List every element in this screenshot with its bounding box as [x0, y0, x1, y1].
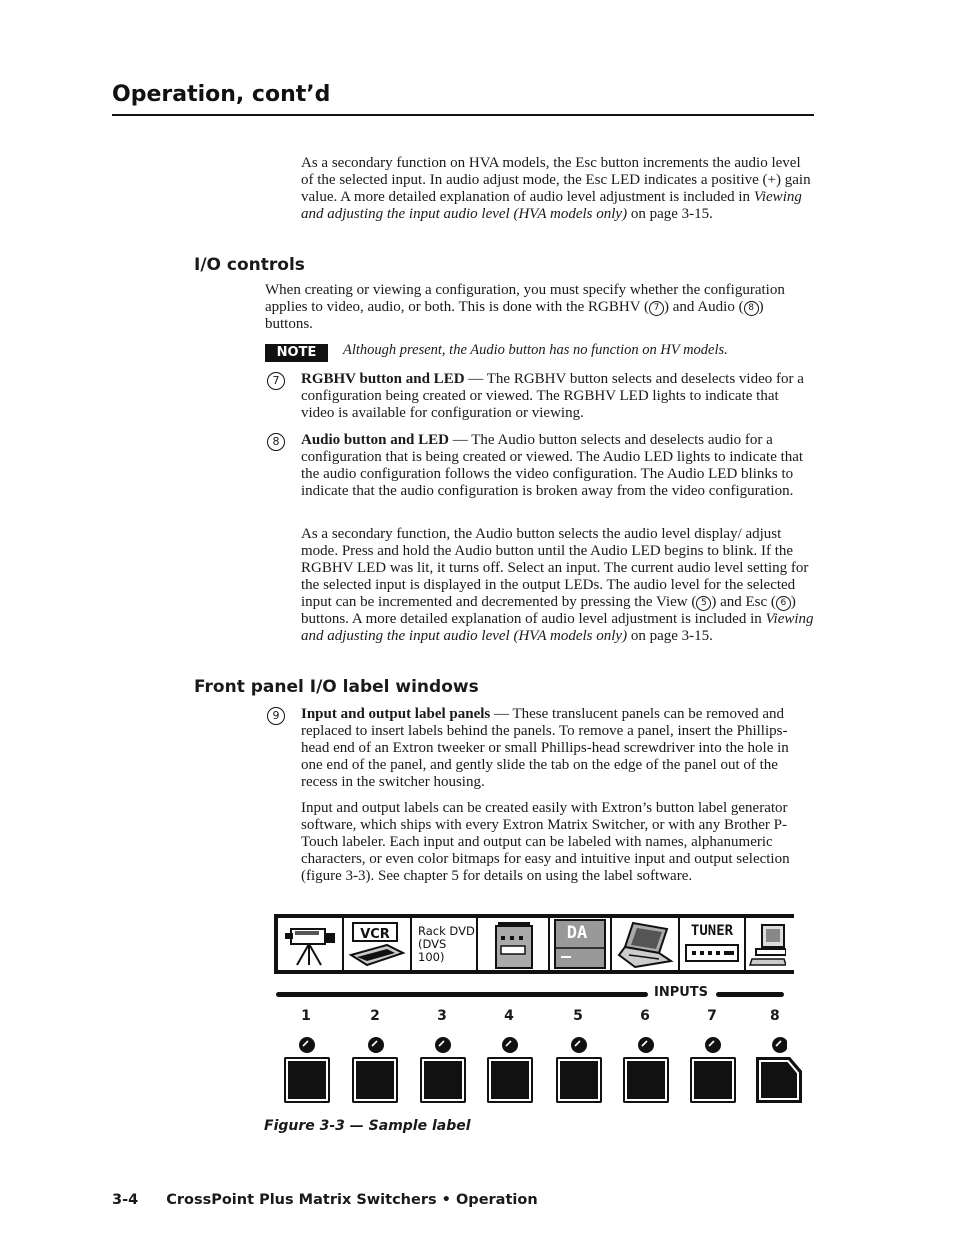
label-software-paragraph: Input and output labels can be created easily with Extron’s button label generator software, which ships with every Extron Matrix Switcher, or with any Brother P-Touch labeler. Each input and output can be labeled with names, alphanumeric characters, or even color bitmaps for easy and intuitive input and output selection (figure 3-3). See chapter 5 for details on using the label software.: [301, 800, 790, 884]
callout-7-icon: 7: [267, 372, 285, 390]
input-1-button[interactable]: [284, 1057, 330, 1103]
da-label: DA: [566, 923, 588, 943]
input-6-led-icon: [637, 1036, 655, 1054]
audio-secondary-paragraph: As a secondary function, the Audio button selects the audio level display/ adjust mode. Press and hold the Audio button until the Audio LED begins to blink. If the RGBHV LED was lit, it turns off. Select an input. The current audio level setting for the selected input is displayed in the output LEDs. The audio level for the selected input can be incremented and decremented by pressing the View ( 5 ) and Esc ( 6 ) buttons. A more detailed explanation of audio level adjustment is included in Viewing and adjusting the input audio level (HVA models only) on page 3-15.: [301, 526, 814, 644]
page-number: 3-4: [112, 1192, 139, 1208]
input-number-3: 3: [437, 1008, 447, 1024]
input-2-button[interactable]: [352, 1057, 398, 1103]
label-rack-dvd: [412, 918, 478, 970]
input-number-4: 4: [504, 1008, 514, 1024]
input-7-led-icon: [704, 1036, 722, 1054]
callout-7-inline: 7: [649, 301, 664, 316]
input-1-led-icon: [298, 1036, 316, 1054]
vcr-icon: [347, 919, 407, 969]
rack-dvd-line2: (DVS 100): [418, 936, 447, 964]
label-panels-description: Input and output label panels — These translucent panels can be removed and replaced to insert labels behind the panels. To remove a panel, insert the Phillips-head end of an Extron tweeker or small Phillips-head screwdriver into the hole in one end of the panel, and gently slide the tab on the edge of the panel out of the recess in the switcher housing.: [301, 706, 789, 790]
input-7-button[interactable]: [690, 1057, 736, 1103]
input-3-led-icon: [434, 1036, 452, 1054]
label-camera: [278, 918, 344, 970]
io-controls-paragraph: When creating or viewing a configuration, you must specify whether the configuration applies to video, audio, or both. This is done with the RGBHV ( 7 ) and Audio ( 8 ) buttons.: [265, 282, 785, 332]
label-vcr: [344, 918, 412, 970]
callout-5-inline: 5: [696, 596, 711, 611]
intro-reference: Viewing and adjusting the input audio level (HVA models only): [301, 189, 802, 222]
computer-icon: [746, 919, 786, 969]
label-da: [550, 918, 612, 970]
footer-title: CrossPoint Plus Matrix Switchers • Operation: [166, 1192, 538, 1208]
laptop-icon: [615, 919, 675, 969]
label-computer: [746, 918, 794, 970]
callout-9-icon: 9: [267, 707, 285, 725]
input-2-led-icon: [367, 1036, 385, 1054]
input-number-5: 5: [573, 1008, 583, 1024]
inputs-label: INPUTS: [654, 985, 709, 1000]
input-3-button[interactable]: [420, 1057, 466, 1103]
audio-button-description: Audio button and LED — The Audio button selects and deselects audio for a configuration that is being created or viewed. The Audio LED lights to indicate that the audio configuration follows the video configuration. The Audio LED blinks to indicate that the audio configuration is broken away from the video configuration.: [301, 432, 804, 499]
note-badge: NOTE: [265, 344, 328, 362]
io-controls-heading: I/O controls: [194, 255, 305, 275]
rgbhv-button-description: RGBHV button and LED — The RGBHV button selects and deselects video for a configuration being created or viewed. The RGBHV LED lights to indicate that video is available for configuration or viewing.: [301, 371, 804, 421]
input-number-1: 1: [301, 1008, 311, 1024]
label-windows-heading: Front panel I/O label windows: [194, 677, 479, 697]
input-number-7: 7: [707, 1008, 717, 1024]
callout-6-inline: 6: [776, 596, 791, 611]
input-8-led-icon: [771, 1036, 787, 1054]
rack-device-icon: [488, 918, 538, 970]
tuner-icon: [682, 919, 742, 969]
callout-8-inline: 8: [744, 301, 759, 316]
label-tuner: [680, 918, 746, 970]
input-4-button[interactable]: [487, 1057, 533, 1103]
page-footer: [112, 1192, 538, 1208]
input-number-6: 6: [640, 1008, 650, 1024]
input-number-8: 8: [770, 1008, 780, 1024]
title-rule: [112, 114, 814, 116]
intro-paragraph: As a secondary function on HVA models, the Esc button increments the audio level of the selected input. In audio adjust mode, the Esc LED indicates a positive (+) gain value. A more detailed explanation of audio level adjustment is included in Viewing and adjusting the input audio level (HVA models only) on page 3-15.: [301, 155, 811, 222]
input-6-button[interactable]: [623, 1057, 669, 1103]
audio-reference: Viewing and adjusting the input audio level (HVA models only): [301, 611, 814, 644]
note-text: Although present, the Audio button has no function on HV models.: [343, 342, 728, 358]
label-laptop: [612, 918, 680, 970]
distribution-amplifier-icon: [553, 918, 607, 970]
input-5-button[interactable]: [556, 1057, 602, 1103]
video-camera-icon: [281, 919, 339, 969]
page-title: Operation, cont’d: [112, 82, 331, 107]
label-device-4: [478, 918, 550, 970]
rack-dvd-line1: Rack DVD: [418, 923, 475, 938]
input-number-2: 2: [370, 1008, 380, 1024]
callout-8-icon: 8: [267, 433, 285, 451]
inputs-bar-right: [716, 992, 784, 997]
input-8-button[interactable]: [756, 1057, 802, 1103]
input-4-led-icon: [501, 1036, 519, 1054]
inputs-bar-left: [276, 992, 648, 997]
figure-caption: Figure 3-3 — Sample label: [264, 1118, 471, 1134]
sample-label-strip: [274, 914, 794, 974]
input-5-led-icon: [570, 1036, 588, 1054]
vcr-label: VCR: [360, 927, 390, 942]
tuner-label: TUNER: [690, 923, 734, 939]
